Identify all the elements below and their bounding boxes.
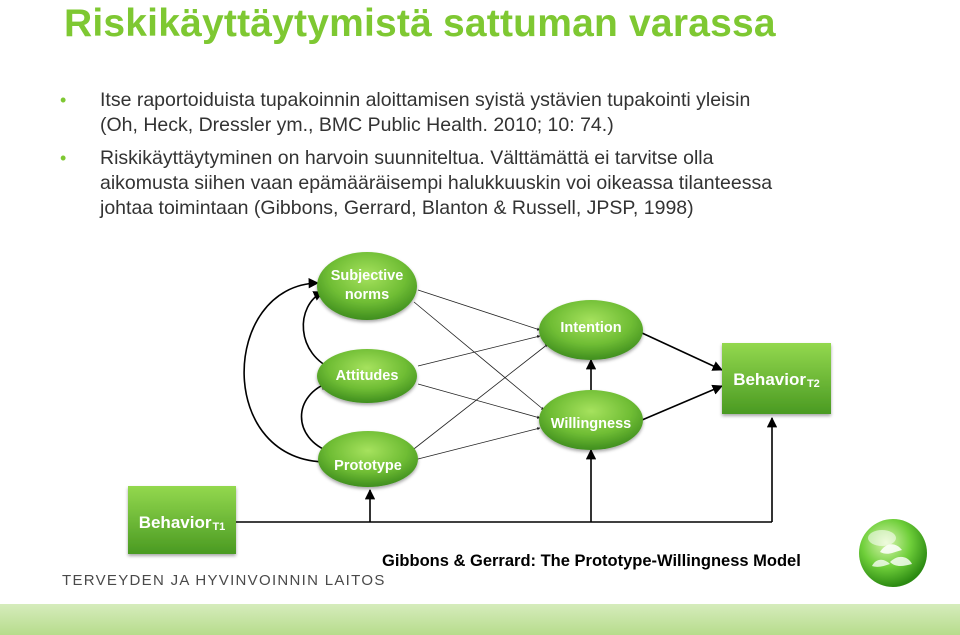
edge-prototype-to-attitudes [302,382,331,452]
edge-prototype-to-intention [410,344,548,452]
edge-intention-to-behavior-t2 [642,333,722,370]
label-attitudes: Attitudes [335,367,399,384]
main-arrows [236,283,772,522]
label-willingness: Willingness [550,415,632,432]
slide-title: Riskikäyttäytymistä sattuman varassa [64,2,776,45]
bullet-line: johtaa toimintaan (Gibbons, Gerrard, Blanton & Russell, JPSP, 1998) [100,197,694,219]
bullet-line: Itse raportoiduista tupakoinnin aloittamisen syistä ystävien tupakointi yleisin [100,89,751,111]
label-behavior-t1 [128,510,236,534]
label-text: Behavior [733,369,806,389]
green-globe-leaf-icon [859,519,927,587]
bullet-dot-icon: • [60,148,67,168]
edge-attitudes-to-willingness [418,384,540,418]
edge-norms-to-willingness [414,302,544,410]
label-line: norms [344,287,390,303]
label-line: Subjective [330,268,404,284]
label-prototype: Prototype [334,457,402,474]
bullet-line: aikomusta siihen vaan epämääräisempi halukkuuskin voi oikeassa tilanteessa [100,172,773,194]
label-behavior-t2 [722,367,831,391]
label-subjective-norms [317,266,417,306]
footer-band [0,604,960,635]
organization-name: TERVEYDEN JA HYVINVOINNIN LAITOS [62,572,386,589]
thin-arrows [410,290,548,460]
bullet-line: (Oh, Heck, Dressler ym., BMC Public Health. 2010; 10: 74.) [100,114,614,136]
diagram-caption: Gibbons & Gerrard: The Prototype-Willingness Model [382,552,801,570]
label-intention: Intention [560,319,622,336]
bullet-dot-icon: • [60,90,67,110]
edge-willingness-to-behavior-t2 [642,386,722,420]
edge-prototype-to-willingness [414,428,540,460]
label-subscript: T2 [806,377,820,390]
label-subscript: T1 [212,520,226,533]
label-text: Behavior [138,512,212,532]
edge-norms-to-intention [418,290,540,330]
bullet-line: Riskikäyttäytyminen on harvoin suunniteltua. Välttämättä ei tarvitse olla [100,147,714,169]
edge-attitudes-to-intention [418,336,540,366]
